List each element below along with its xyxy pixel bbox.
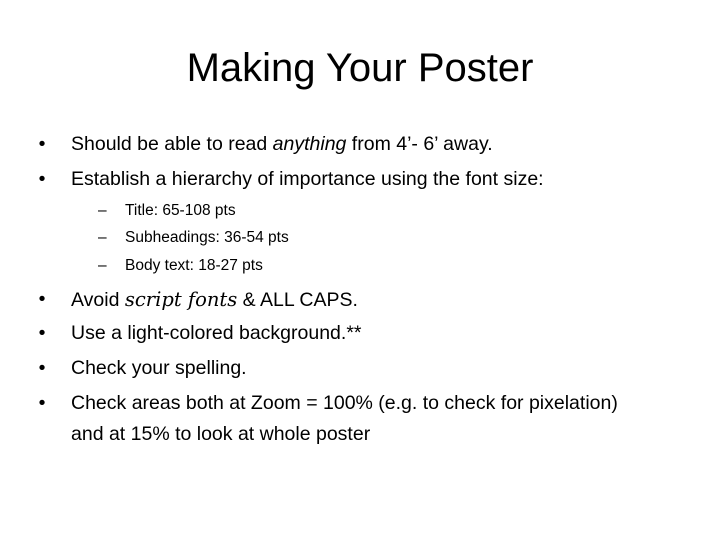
bullet-icon: • bbox=[38, 322, 46, 344]
bullet-icon: • bbox=[38, 168, 46, 190]
sub-bullet-text: Subheadings: 36-54 pts bbox=[125, 229, 289, 246]
slide-title: Making Your Poster bbox=[186, 46, 534, 90]
bullet-text: Use a light-colored background.** bbox=[71, 322, 362, 344]
bullet-text bbox=[71, 129, 691, 160]
bullet-text-part: & ALL CAPS. bbox=[237, 289, 358, 311]
bullet-text-script-sample: script fonts bbox=[124, 288, 238, 311]
sub-bullet-text: Title: 65-108 pts bbox=[125, 202, 236, 219]
bullet-icon: • bbox=[38, 133, 46, 155]
bullet-text: Establish a hierarchy of importance using the font size: bbox=[71, 168, 544, 190]
bullet-icon: • bbox=[38, 392, 46, 414]
dash-icon: – bbox=[98, 202, 107, 219]
dash-icon: – bbox=[98, 257, 107, 274]
bullet-text-line: and at 15% to look at whole poster bbox=[71, 423, 371, 445]
sub-bullet-text: Body text: 18-27 pts bbox=[125, 257, 263, 274]
bullet-text-part: Avoid bbox=[71, 289, 125, 311]
bullet-text-part: from 4’- 6’ away. bbox=[346, 133, 493, 155]
bullet-text: Check your spelling. bbox=[71, 357, 247, 379]
bullet-text bbox=[71, 284, 691, 316]
bullet-icon: • bbox=[38, 288, 46, 310]
bullet-text-emphasis: anything bbox=[272, 133, 347, 155]
bullet-text-part: Should be able to read bbox=[71, 133, 273, 155]
dash-icon: – bbox=[98, 229, 107, 246]
bullet-text-line: Check areas both at Zoom = 100% (e.g. to check for pixelation) bbox=[71, 392, 618, 414]
bullet-icon: • bbox=[38, 357, 46, 379]
bullet-text bbox=[71, 388, 691, 450]
